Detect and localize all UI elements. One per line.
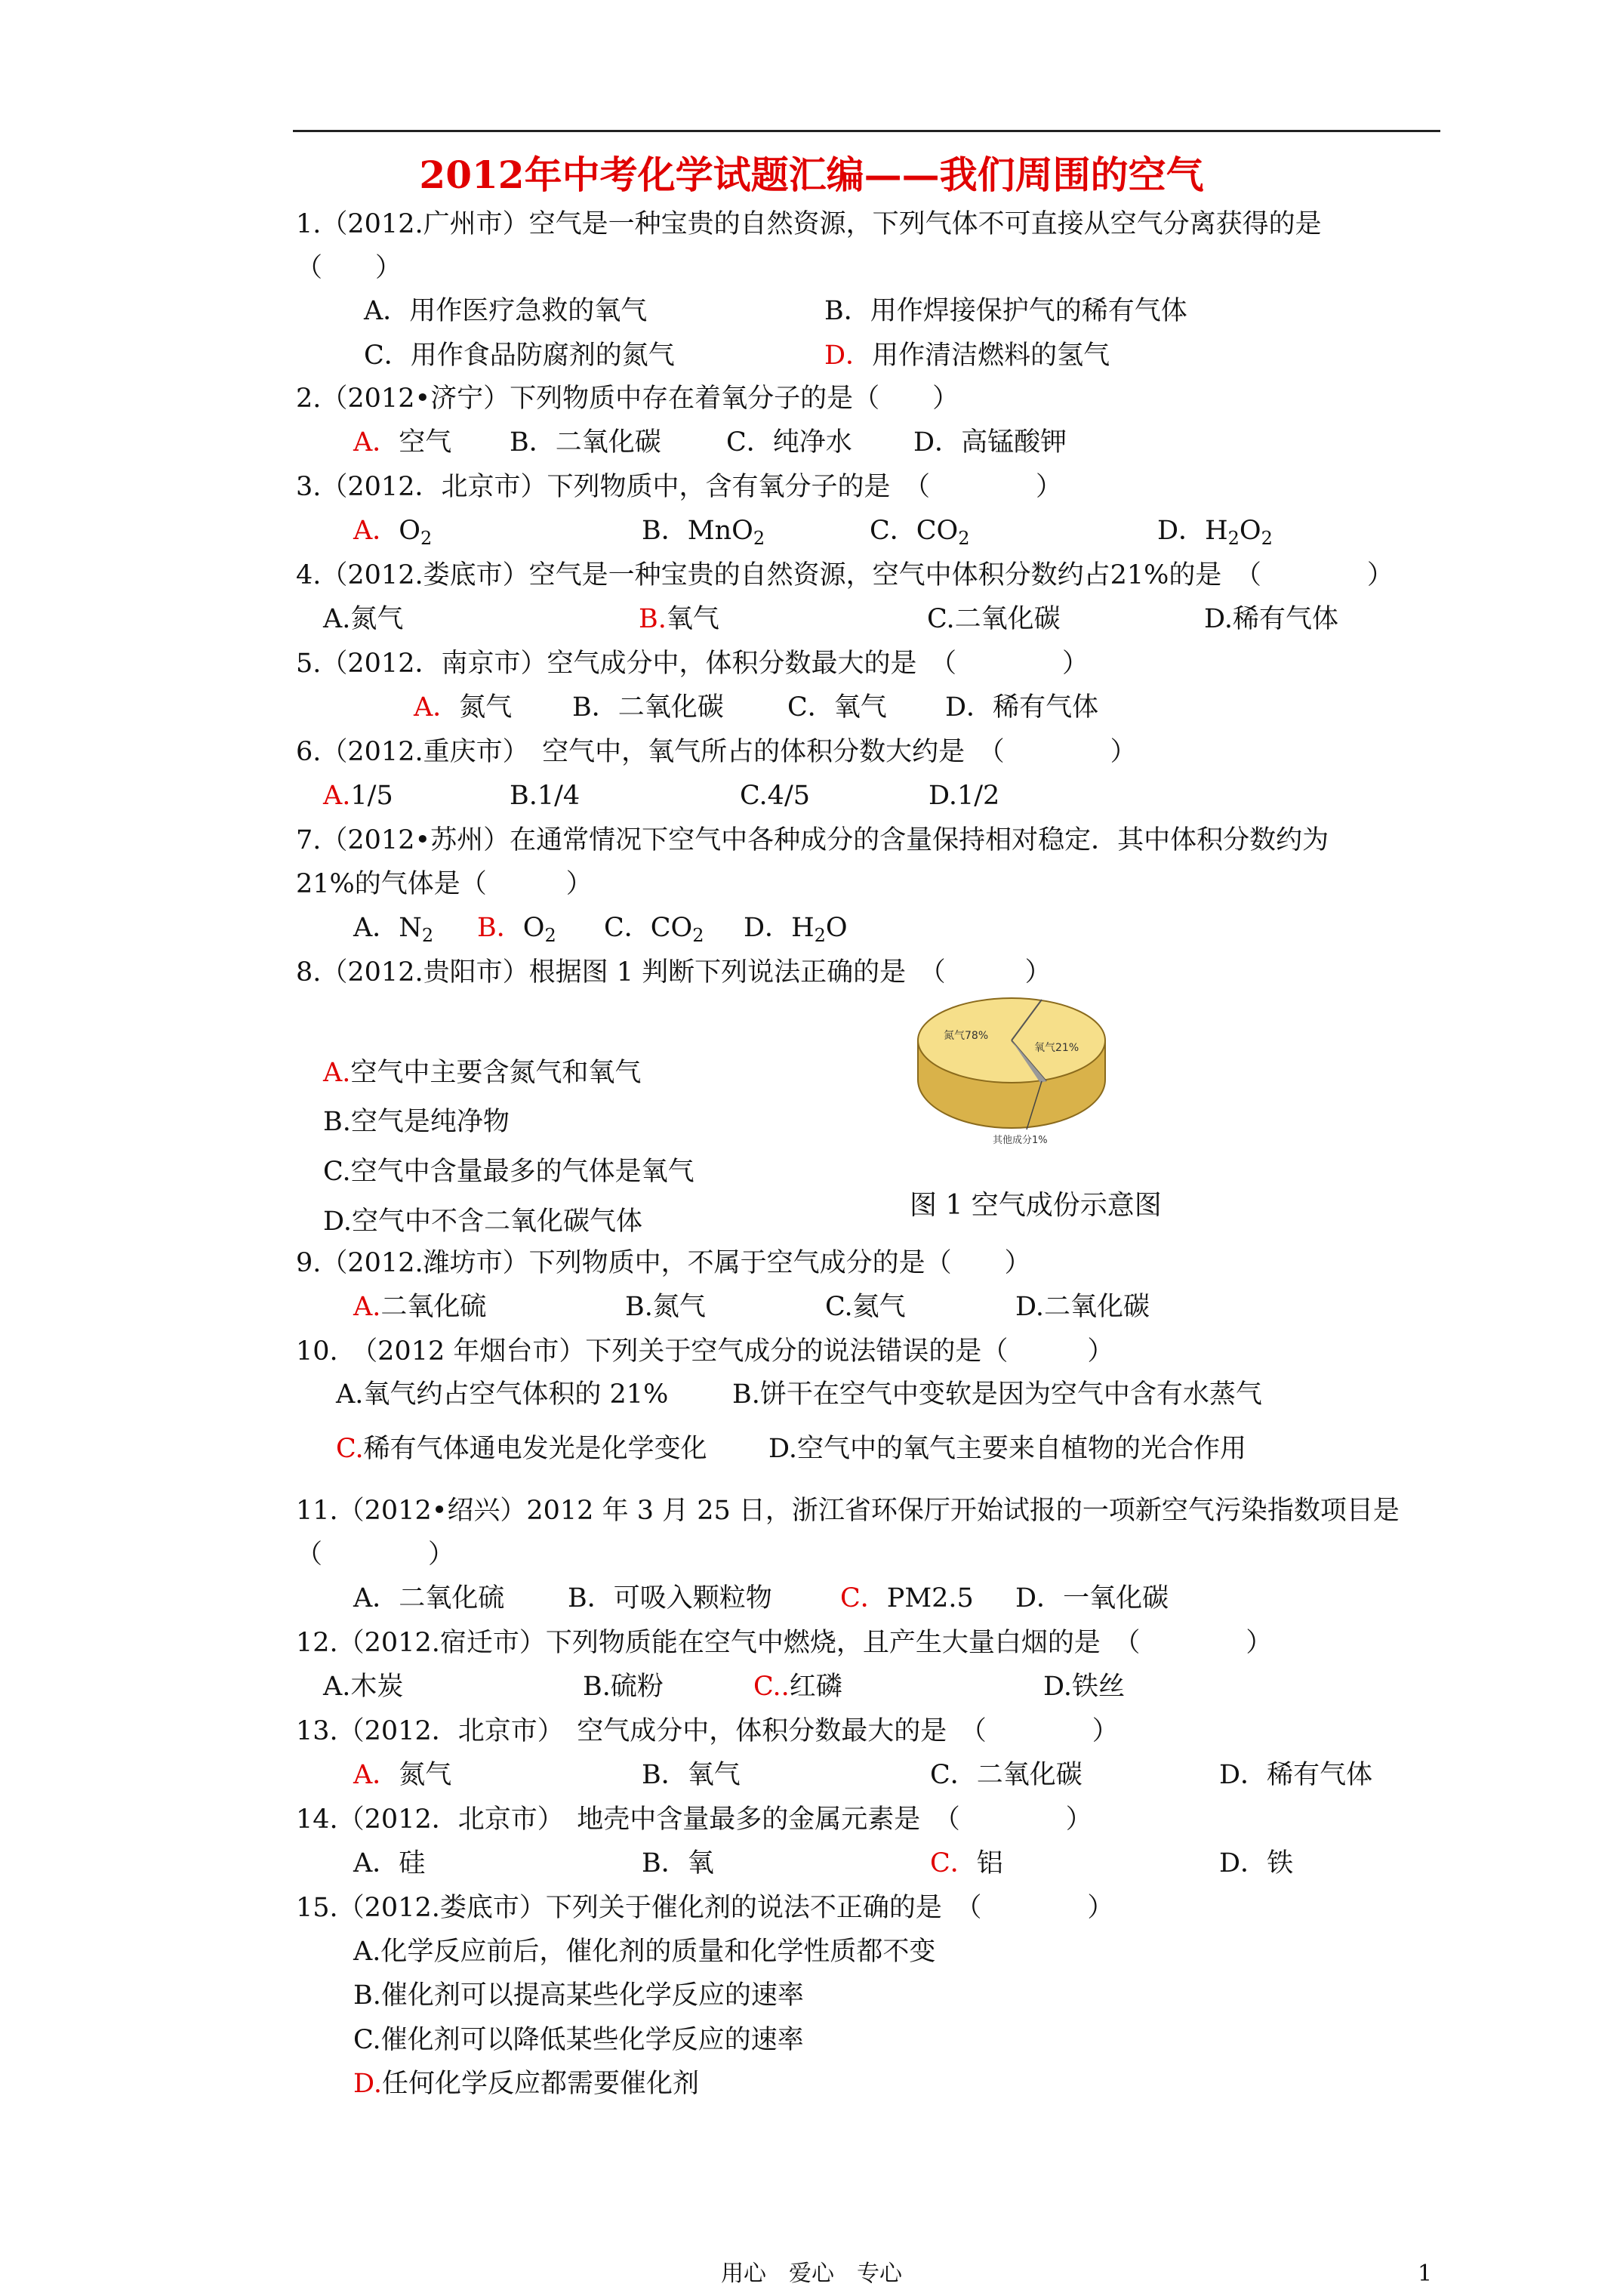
pie-label-nitrogen: 氮气78% bbox=[944, 1030, 989, 1042]
q15-option-d: D.任何化学反应都需要催化剂 bbox=[353, 2069, 699, 2099]
q10-option-d: D.空气中的氧气主要来自植物的光合作用 bbox=[768, 1434, 1246, 1464]
question-7-stem: 7.（2012•苏州）在通常情况下空气中各种成分的含量保持相对稳定．其中体积分数约为 bbox=[296, 825, 1329, 855]
q14-option-c: C．铝 bbox=[930, 1848, 1003, 1878]
q11-option-a: A．二氧化硫 bbox=[353, 1583, 505, 1613]
q1-option-c: C．用作食品防腐剂的氮气 bbox=[364, 341, 675, 371]
q15-option-b: B.催化剂可以提高某些化学反应的速率 bbox=[353, 1980, 804, 2011]
q3-option-d: D．$H_2O_2$ bbox=[1157, 516, 1273, 549]
figure-caption: 图 1 空气成份示意图 bbox=[910, 1190, 1162, 1221]
q12-option-b: B.硫粉 bbox=[583, 1672, 664, 1702]
q11-option-b: B．可吸入颗粒物 bbox=[568, 1583, 772, 1613]
question-4-stem: 4.（2012.娄底市）空气是一种宝贵的自然资源，空气中体积分数约占21%的是 （ ） bbox=[296, 560, 1394, 590]
q13-option-b: B．氧气 bbox=[642, 1760, 741, 1790]
q10-option-b: B.饼干在空气中变软是因为空气中含有水蒸气 bbox=[732, 1379, 1262, 1410]
question-10-stem: 10. （2012 年烟台市）下列关于空气成分的说法错误的是（ ） bbox=[296, 1336, 1114, 1367]
q7-option-b: B．$O_2$ bbox=[477, 913, 556, 946]
q4-option-b: B.氧气 bbox=[639, 604, 719, 634]
q8-option-d: D.空气中不含二氧化碳气体 bbox=[323, 1207, 642, 1237]
q1-option-a: A．用作医疗急救的氧气 bbox=[364, 296, 648, 326]
q6-option-c: C.4/5 bbox=[740, 781, 810, 811]
question-1-stem: 1.（2012.广州市）空气是一种宝贵的自然资源，下列气体不可直接从空气分离获得的是 bbox=[296, 209, 1322, 239]
q5-option-c: C．氧气 bbox=[787, 692, 887, 723]
question-13-stem: 13.（2012．北京市） 空气成分中，体积分数最大的是 （ ） bbox=[296, 1716, 1119, 1746]
q6-option-b: B.1/4 bbox=[510, 781, 581, 811]
q9-option-d: D.二氧化碳 bbox=[1015, 1292, 1150, 1322]
q12-option-d: D.铁丝 bbox=[1043, 1672, 1125, 1702]
q4-option-a: A.氮气 bbox=[323, 604, 404, 634]
q2-option-b: B．二氧化碳 bbox=[510, 427, 661, 458]
q8-option-b: B.空气是纯净物 bbox=[323, 1107, 510, 1137]
q8-option-a: A.空气中主要含氮气和氧气 bbox=[323, 1058, 642, 1088]
air-composition-pie-figure bbox=[913, 995, 1110, 1146]
q13-option-a: A．氮气 bbox=[353, 1760, 452, 1790]
q15-option-a: A.化学反应前后，催化剂的质量和化学性质都不变 bbox=[353, 1937, 936, 1967]
q12-option-c: C..红磷 bbox=[753, 1672, 842, 1702]
question-1-stem-cont: （ ） bbox=[296, 253, 402, 283]
q5-option-a: A．氮气 bbox=[414, 692, 513, 723]
q14-option-b: B．氧 bbox=[642, 1848, 714, 1878]
q5-option-b: B．二氧化碳 bbox=[572, 692, 724, 723]
question-12-stem: 12.（2012.宿迁市）下列物质能在空气中燃烧，且产生大量白烟的是 （ ） bbox=[296, 1628, 1273, 1658]
page-number: 1 bbox=[1418, 2261, 1433, 2287]
q9-option-b: B.氮气 bbox=[625, 1292, 706, 1322]
q7-option-d: D．$H_2O$ bbox=[744, 913, 848, 946]
q15-option-c: C.催化剂可以降低某些化学反应的速率 bbox=[353, 2025, 804, 2055]
page-title: 2012年中考化学试题汇编——我们周围的空气 bbox=[419, 153, 1204, 197]
q2-option-c: C．纯净水 bbox=[726, 427, 852, 458]
q4-option-c: C.二氧化碳 bbox=[927, 604, 1061, 634]
q7-option-c: C．$CO_2$ bbox=[604, 913, 704, 946]
question-7-stem-cont: 21%的气体是（ ） bbox=[296, 869, 593, 899]
question-2-stem: 2.（2012•济宁）下列物质中存在着氧分子的是（ ） bbox=[296, 384, 959, 414]
question-6-stem: 6.（2012.重庆市） 空气中，氧气所占的体积分数大约是 （ ） bbox=[296, 737, 1137, 767]
q7-option-a: A．$N_2$ bbox=[353, 913, 434, 946]
question-11-stem-cont: （ ） bbox=[296, 1539, 455, 1570]
q10-option-a: A.氧气约占空气体积的 21% bbox=[336, 1379, 669, 1410]
q2-option-a: A．空气 bbox=[353, 427, 452, 458]
q6-option-d: D.1/2 bbox=[929, 781, 1000, 811]
question-11-stem: 11.（2012•绍兴）2012 年 3 月 25 日，浙江省环保厅开始试报的一项新空气污染指数项目是 bbox=[296, 1496, 1400, 1526]
q11-option-d: D．一氧化碳 bbox=[1015, 1583, 1169, 1613]
q3-option-b: B．MnO$_2$ bbox=[642, 516, 765, 549]
q3-option-c: C．$CO_2$ bbox=[870, 516, 970, 549]
question-14-stem: 14.（2012．北京市） 地壳中含量最多的金属元素是 （ ） bbox=[296, 1804, 1092, 1835]
q11-option-c: C．PM2.5 bbox=[840, 1583, 974, 1613]
q1-option-b: B．用作焊接保护气的稀有气体 bbox=[824, 296, 1187, 326]
pie-label-other: 其他成分1% bbox=[993, 1135, 1048, 1146]
question-5-stem: 5.（2012．南京市）空气成分中，体积分数最大的是 （ ） bbox=[296, 649, 1089, 679]
q10-option-c: C.稀有气体通电发光是化学变化 bbox=[336, 1434, 707, 1464]
q12-option-a: A.木炭 bbox=[323, 1672, 404, 1702]
q3-option-a: A．$O_2$ bbox=[353, 516, 433, 549]
q1-option-d: D．用作清洁燃料的氢气 bbox=[824, 341, 1110, 371]
q14-option-a: A．硅 bbox=[353, 1848, 426, 1878]
q2-option-d: D．高锰酸钾 bbox=[913, 427, 1067, 458]
header-rule bbox=[293, 130, 1440, 132]
q8-option-c: C.空气中含量最多的气体是氧气 bbox=[323, 1157, 694, 1187]
q14-option-d: D．铁 bbox=[1219, 1848, 1294, 1878]
q13-option-d: D．稀有气体 bbox=[1219, 1760, 1373, 1790]
pie-label-oxygen: 氧气21% bbox=[1034, 1042, 1079, 1054]
q13-option-c: C．二氧化碳 bbox=[930, 1760, 1083, 1790]
question-15-stem: 15.（2012.娄底市）下列关于催化剂的说法不正确的是 （ ） bbox=[296, 1893, 1114, 1923]
page-footer: 用心 爱心 专心 bbox=[721, 2261, 902, 2287]
question-8-stem: 8.（2012.贵阳市）根据图 1 判断下列说法正确的是 （ ） bbox=[296, 957, 1052, 988]
q9-option-c: C.氦气 bbox=[825, 1292, 906, 1322]
q9-option-a: A.二氧化硫 bbox=[353, 1292, 487, 1322]
q5-option-d: D．稀有气体 bbox=[945, 692, 1099, 723]
question-3-stem: 3.（2012．北京市）下列物质中，含有氧分子的是 （ ） bbox=[296, 472, 1062, 502]
q4-option-d: D.稀有气体 bbox=[1204, 604, 1338, 634]
question-9-stem: 9.（2012.潍坊市）下列物质中，不属于空气成分的是（ ） bbox=[296, 1248, 1031, 1278]
q6-option-a: A.1/5 bbox=[323, 781, 393, 811]
